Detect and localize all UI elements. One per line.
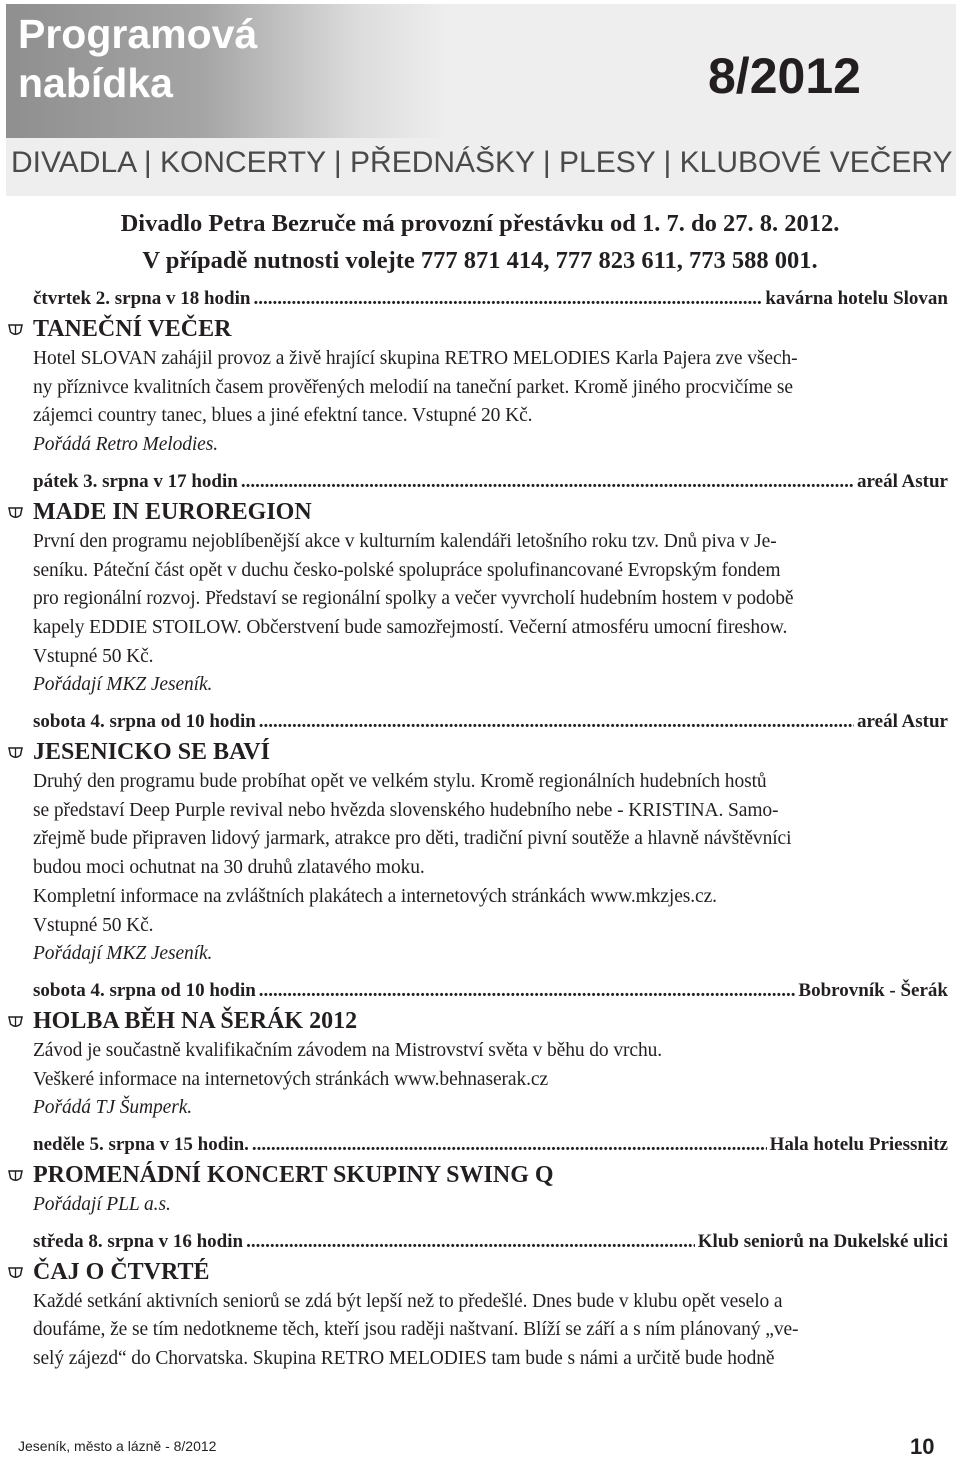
- event-text-line: selý zájezd“ do Chorvatska. Skupina RETRO MELODIES tam bude s námi a určitě bude hodně: [33, 1348, 775, 1370]
- category-line: DIVADLA | KONCERTY | PŘEDNÁŠKY | PLESY | KLUBOVÉ VEČERY: [11, 146, 953, 179]
- event-venue: Klub seniorů na Dukelské ulici: [697, 1230, 948, 1252]
- event-date: neděle 5. srpna v 15 hodin.: [33, 1134, 249, 1156]
- event-venue: areál Astur: [857, 711, 948, 733]
- bullet-icon: [8, 1016, 23, 1029]
- leader-dots: [259, 708, 854, 736]
- event-organizer: Pořádají PLL a.s.: [33, 1194, 171, 1216]
- event-text-line: Kompletní informace na zvláštních plakátech a internetových stránkách www.mkzjes.cz.: [33, 885, 717, 907]
- event-text-line: pro regionální rozvoj. Představí se regionální spolky a večer vyvrcholí hudebním hostem v podobě: [33, 588, 794, 610]
- page-title: [18, 10, 257, 108]
- event-title: PROMENÁDNÍ KONCERT SKUPINY SWING Q: [33, 1162, 554, 1189]
- theatre-notice: [0, 205, 960, 279]
- event-venue: Bobrovník - Šerák: [798, 979, 948, 1001]
- issue-number: 8/2012: [708, 48, 861, 104]
- event-title-row: [33, 497, 960, 528]
- event-title: JESENICKO SE BAVÍ: [33, 739, 270, 766]
- event-organizer: Pořádají MKZ Jeseník.: [33, 674, 213, 696]
- bullet-icon: [8, 747, 23, 760]
- event-date: sobota 4. srpna od 10 hodin: [33, 711, 256, 733]
- event-text-line: ny příznivce kvalitních časem prověřených melodií na taneční parket. Kromě jiného procvičíme se: [33, 376, 793, 398]
- event-text-line: Vstupné 50 Kč.: [33, 914, 154, 936]
- event-date: sobota 4. srpna od 10 hodin: [33, 979, 256, 1001]
- event-date: středa 8. srpna v 16 hodin: [33, 1230, 244, 1252]
- event-3: [0, 977, 960, 1123]
- event-5: [0, 1228, 960, 1374]
- event-1: [0, 468, 960, 700]
- event-date: čtvrtek 2. srpna v 18 hodin: [33, 288, 251, 309]
- event-text-line: budou moci ochutnat na 30 druhů zlatavého moku.: [33, 857, 425, 879]
- title-line-1: Programová: [18, 11, 258, 57]
- event-organizer: Pořádá Retro Melodies.: [33, 434, 219, 456]
- event-venue: areál Astur: [857, 470, 948, 492]
- event-4: [0, 1131, 960, 1220]
- event-meta: [33, 1131, 948, 1159]
- event-meta: [33, 1228, 948, 1256]
- event-meta: [33, 285, 948, 313]
- footer-publication: Jeseník, město a lázně - 8/2012: [18, 1438, 217, 1454]
- title-line-2: nabídka: [18, 60, 173, 106]
- event-body: [0, 528, 960, 700]
- event-text-line: seníku. Páteční část opět v duchu česko-polské spolupráce spolufinancované Evropským fondem: [33, 559, 781, 581]
- leader-dots: [246, 1228, 695, 1256]
- event-body: [0, 768, 960, 969]
- notice-line-2: V případě nutnosti volejte 777 871 414, 777 823 611, 773 588 001.: [142, 247, 818, 274]
- bullet-icon: [8, 1170, 23, 1183]
- event-text-line: První den programu nejoblíbenější akce v kulturním kalendáři letošního roku tzv. Dnů piva v Je-: [33, 530, 777, 552]
- event-title-row: [33, 1006, 960, 1037]
- notice-line-1: Divadlo Petra Bezruče má provozní přestávku od 1. 7. do 27. 8. 2012.: [120, 210, 840, 237]
- event-text-line: Hotel SLOVAN zahájil provoz a živě hrající skupina RETRO MELODIES Karla Pajera zve všech-: [33, 348, 798, 369]
- event-organizer: Pořádá TJ Šumperk.: [33, 1097, 193, 1119]
- event-title-row: [33, 314, 960, 345]
- leader-dots: [253, 285, 762, 313]
- event-title-row: [33, 737, 960, 768]
- event-title: ČAJ O ČTVRTÉ: [33, 1258, 210, 1285]
- event-body: [0, 1191, 960, 1220]
- event-body: [0, 1037, 960, 1123]
- event-text-line: kapely EDDIE STOILOW. Občerstvení bude samozřejmostí. Večerní atmosféru umocní fireshow.: [33, 616, 788, 638]
- event-meta: [33, 708, 948, 736]
- event-2: [0, 708, 960, 969]
- event-title: MADE IN EUROREGION: [33, 498, 312, 525]
- leader-dots: [241, 468, 854, 496]
- bullet-icon: [8, 507, 23, 520]
- event-text-line: Závod je součastně kvalifikačním závodem na Mistrovství světa v běhu do vrchu.: [33, 1039, 663, 1061]
- event-date: pátek 3. srpna v 17 hodin: [33, 470, 238, 492]
- event-organizer: Pořádají MKZ Jeseník.: [33, 943, 213, 965]
- leader-dots: [259, 977, 796, 1005]
- event-body: [0, 345, 960, 460]
- event-text-line: Veškeré informace na internetových stránkách www.behnaserak.cz: [33, 1068, 549, 1090]
- event-title: TANEČNÍ VEČER: [33, 316, 232, 342]
- event-text-line: Každé setkání aktivních seniorů se zdá být lepší než to předešlé. Dnes bude v klubu opět veselo a: [33, 1290, 783, 1312]
- event-text-line: se představí Deep Purple revival nebo hvězda slovenského hudebního nebe - KRISTINA. Samo-: [33, 799, 779, 821]
- event-title: HOLBA BĚH NA ŠERÁK 2012: [33, 1007, 358, 1034]
- event-title-row: [33, 1160, 960, 1191]
- event-meta: [33, 468, 948, 496]
- event-text-line: Druhý den programu bude probíhat opět ve velkém stylu. Kromě regionálních hudebních hostů: [33, 771, 767, 793]
- event-venue: kavárna hotelu Slovan: [765, 288, 948, 309]
- event-text-line: zájemci country tanec, blues a jiné efektní tance. Vstupné 20 Kč.: [33, 405, 533, 427]
- event-list: [0, 285, 960, 1382]
- leader-dots: [252, 1131, 767, 1159]
- page-number: 10: [910, 1434, 935, 1459]
- event-text-line: doufáme, že se tím nedotkneme těch, kteří jsou raději naštvaní. Blíží se září a s ním plánovaný „ve-: [33, 1319, 799, 1341]
- event-body: [0, 1288, 960, 1374]
- event-title-row: [33, 1257, 960, 1288]
- bullet-icon: [8, 1267, 23, 1280]
- event-0: [0, 285, 960, 460]
- event-text-line: Vstupné 50 Kč.: [33, 645, 154, 667]
- event-venue: Hala hotelu Priessnitz: [769, 1134, 948, 1156]
- bullet-icon: [8, 324, 23, 337]
- event-meta: [33, 977, 948, 1005]
- event-text-line: zřejmě bude připraven lidový jarmark, atrakce pro děti, tradiční pivní soutěže a hlavně návštěvníci: [33, 828, 792, 850]
